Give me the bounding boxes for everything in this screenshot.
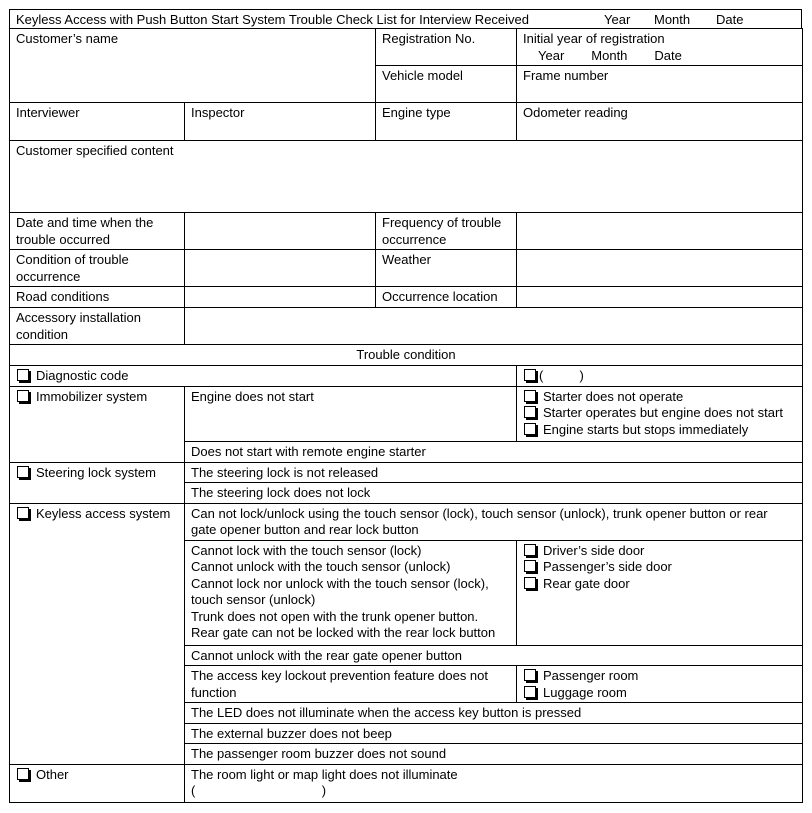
led-label: The LED does not illuminate when the access key button is pressed [191, 705, 582, 720]
initial-year-label: Initial year of registration [523, 31, 665, 46]
starter-not-operate-checkbox[interactable] [524, 390, 536, 402]
frequency-input[interactable] [517, 213, 803, 250]
engine-not-start-cell [185, 386, 517, 441]
steering-not-released-label: The steering lock is not released [191, 464, 379, 480]
weather-input[interactable] [517, 250, 803, 287]
odometer-label: Odometer reading [523, 105, 628, 120]
keyless-row-2[interactable] [185, 540, 517, 645]
initial-year-ymd [523, 48, 796, 65]
received-month-label: Month [654, 12, 691, 27]
initial-year-month: Month [591, 47, 628, 63]
road-label: Road conditions [16, 289, 110, 304]
frame-number-field[interactable] [517, 66, 803, 103]
keyless-row-2-line-2: Cannot unlock with the touch sensor (unlock) [191, 559, 451, 574]
keyless-label: Keyless access system [36, 505, 171, 521]
trouble-condition-heading [10, 345, 803, 366]
steering-not-lock-label: The steering lock does not lock [191, 485, 371, 500]
starter-operates-checkbox[interactable] [524, 406, 536, 418]
location-label-cell [376, 287, 517, 308]
remote-starter-row[interactable] [185, 441, 803, 462]
inspector-field[interactable] [185, 103, 376, 141]
form-table [9, 28, 803, 803]
registration-no-field[interactable] [376, 29, 517, 66]
immobilizer-label: Immobilizer system [36, 388, 148, 404]
diagnostic-code-checkbox[interactable] [17, 369, 29, 381]
luggage-room-checkbox[interactable] [524, 686, 536, 698]
diagnostic-other-paren: ( ) [539, 368, 584, 383]
customer-content-label: Customer specified content [16, 143, 174, 158]
form-title: Keyless Access with Push Button Start System Trouble Check List for Interview Received [16, 12, 529, 27]
steering-lock-label: Steering lock system [36, 464, 156, 480]
vehicle-model-label: Vehicle model [382, 68, 463, 83]
driver-door-checkbox[interactable] [524, 544, 536, 556]
check-list-form [9, 9, 802, 803]
immobilizer-cell [10, 386, 185, 462]
steering-row-2[interactable] [185, 483, 803, 504]
passenger-door-label: Passenger’s side door [543, 559, 672, 574]
diagnostic-code-other [517, 366, 803, 387]
other-cell [10, 764, 185, 802]
starter-operates-label: Starter operates but engine does not start [543, 405, 783, 420]
rear-gate-opener-label: Cannot unlock with the rear gate opener button [191, 647, 463, 663]
other-paren-field[interactable]: ( ) [191, 783, 327, 798]
keyless-row-1-line-2: gate opener button and rear lock button [191, 522, 419, 537]
passenger-buzzer-label: The passenger room buzzer does not sound [191, 746, 447, 761]
rear-gate-door-label: Rear gate door [543, 575, 630, 591]
passenger-door-checkbox[interactable] [524, 560, 536, 572]
external-buzzer-label: The external buzzer does not beep [191, 725, 392, 741]
accessory-label-2: condition [16, 326, 69, 342]
diagnostic-other-checkbox[interactable] [524, 369, 536, 381]
diagnostic-code-row [10, 366, 517, 387]
location-label: Occurrence location [382, 289, 498, 304]
keyless-row-4[interactable] [185, 666, 517, 703]
steering-row-1[interactable] [185, 462, 803, 483]
form-title-bar [9, 9, 802, 28]
keyless-row-5[interactable] [185, 703, 803, 724]
received-date-label: Date [716, 12, 744, 27]
condition-label: Condition of trouble [16, 252, 129, 267]
diagnostic-code-label: Diagnostic code [36, 368, 129, 383]
date-time-label: Date and time when the [16, 215, 154, 230]
frame-number-label: Frame number [523, 68, 609, 83]
date-time-input[interactable] [185, 213, 376, 250]
passenger-room-checkbox[interactable] [524, 669, 536, 681]
initial-year-date: Date [654, 47, 682, 63]
door-options [517, 540, 803, 645]
initial-year-year: Year [538, 47, 565, 63]
odometer-field[interactable] [517, 103, 803, 141]
accessory-label-cell [10, 308, 185, 345]
condition-label-2: occurrence [16, 268, 81, 284]
frequency-label-cell [376, 213, 517, 250]
vehicle-model-field[interactable] [376, 66, 517, 103]
received-year-label: Year [604, 12, 631, 27]
engine-type-label: Engine type [382, 105, 451, 120]
steering-lock-cell [10, 462, 185, 503]
keyless-row-2-line-4: touch sensor (unlock) [191, 592, 316, 607]
remote-starter-label: Does not start with remote engine starter [191, 443, 426, 459]
keyless-row-1[interactable] [185, 503, 803, 540]
room-light-label: The room light or map light does not illuminate [191, 766, 458, 782]
initial-year-field[interactable] [517, 29, 803, 66]
keyless-row-7[interactable] [185, 744, 803, 765]
engine-not-start-label: Engine does not start [191, 388, 314, 404]
location-input[interactable] [517, 287, 803, 308]
steering-lock-checkbox[interactable] [17, 466, 29, 478]
registration-no-label: Registration No. [382, 31, 476, 46]
condition-label-cell [10, 250, 185, 287]
engine-stops-checkbox[interactable] [524, 423, 536, 435]
road-input[interactable] [185, 287, 376, 308]
date-time-label-2: trouble occurred [16, 231, 110, 247]
customer-content-field[interactable] [10, 141, 803, 213]
customer-name-field[interactable] [10, 29, 376, 103]
weather-label-cell [376, 250, 517, 287]
keyless-cell [10, 503, 185, 764]
other-label: Other [36, 766, 69, 782]
other-row[interactable] [185, 764, 803, 802]
keyless-row-2-line-6: Rear gate can not be locked with the rear lock button [191, 625, 496, 640]
keyless-row-2-line-1: Cannot lock with the touch sensor (lock) [191, 542, 422, 558]
accessory-input[interactable] [185, 308, 803, 345]
inspector-label: Inspector [191, 105, 245, 120]
rear-gate-door-checkbox[interactable] [524, 577, 536, 589]
engine-type-field[interactable] [376, 103, 517, 141]
accessory-label: Accessory installation [16, 310, 141, 325]
customer-name-label: Customer’s name [16, 31, 119, 46]
interviewer-label: Interviewer [16, 105, 80, 120]
interviewer-field[interactable] [10, 103, 185, 141]
immobilizer-options [517, 386, 803, 441]
lockout-prevention-line-2: function [191, 684, 237, 700]
immobilizer-checkbox[interactable] [17, 390, 29, 402]
room-options [517, 666, 803, 703]
starter-not-operate-label: Starter does not operate [543, 388, 684, 404]
luggage-room-label: Luggage room [543, 684, 627, 700]
date-time-label-cell [10, 213, 185, 250]
keyless-row-2-line-5: Trunk does not open with the trunk opener button. [191, 608, 479, 624]
other-checkbox[interactable] [17, 768, 29, 780]
keyless-checkbox[interactable] [17, 507, 29, 519]
keyless-row-1-line-1: Can not lock/unlock using the touch sensor (lock), touch sensor (unlock), trunk opener button or rear [191, 505, 768, 521]
keyless-row-6[interactable] [185, 723, 803, 744]
lockout-prevention-line-1: The access key lockout prevention feature does not [191, 668, 489, 683]
engine-stops-label: Engine starts but stops immediately [543, 421, 749, 437]
keyless-row-2-line-3: Cannot lock nor unlock with the touch sensor (lock), [191, 575, 489, 591]
condition-input[interactable] [185, 250, 376, 287]
road-label-cell [10, 287, 185, 308]
frequency-label: Frequency of trouble [382, 215, 502, 230]
keyless-row-3[interactable] [185, 645, 803, 666]
trouble-condition-label: Trouble condition [356, 347, 456, 362]
passenger-room-label: Passenger room [543, 668, 639, 683]
weather-label: Weather [382, 252, 431, 267]
driver-door-label: Driver’s side door [543, 542, 645, 558]
frequency-label-2: occurrence [382, 231, 447, 247]
